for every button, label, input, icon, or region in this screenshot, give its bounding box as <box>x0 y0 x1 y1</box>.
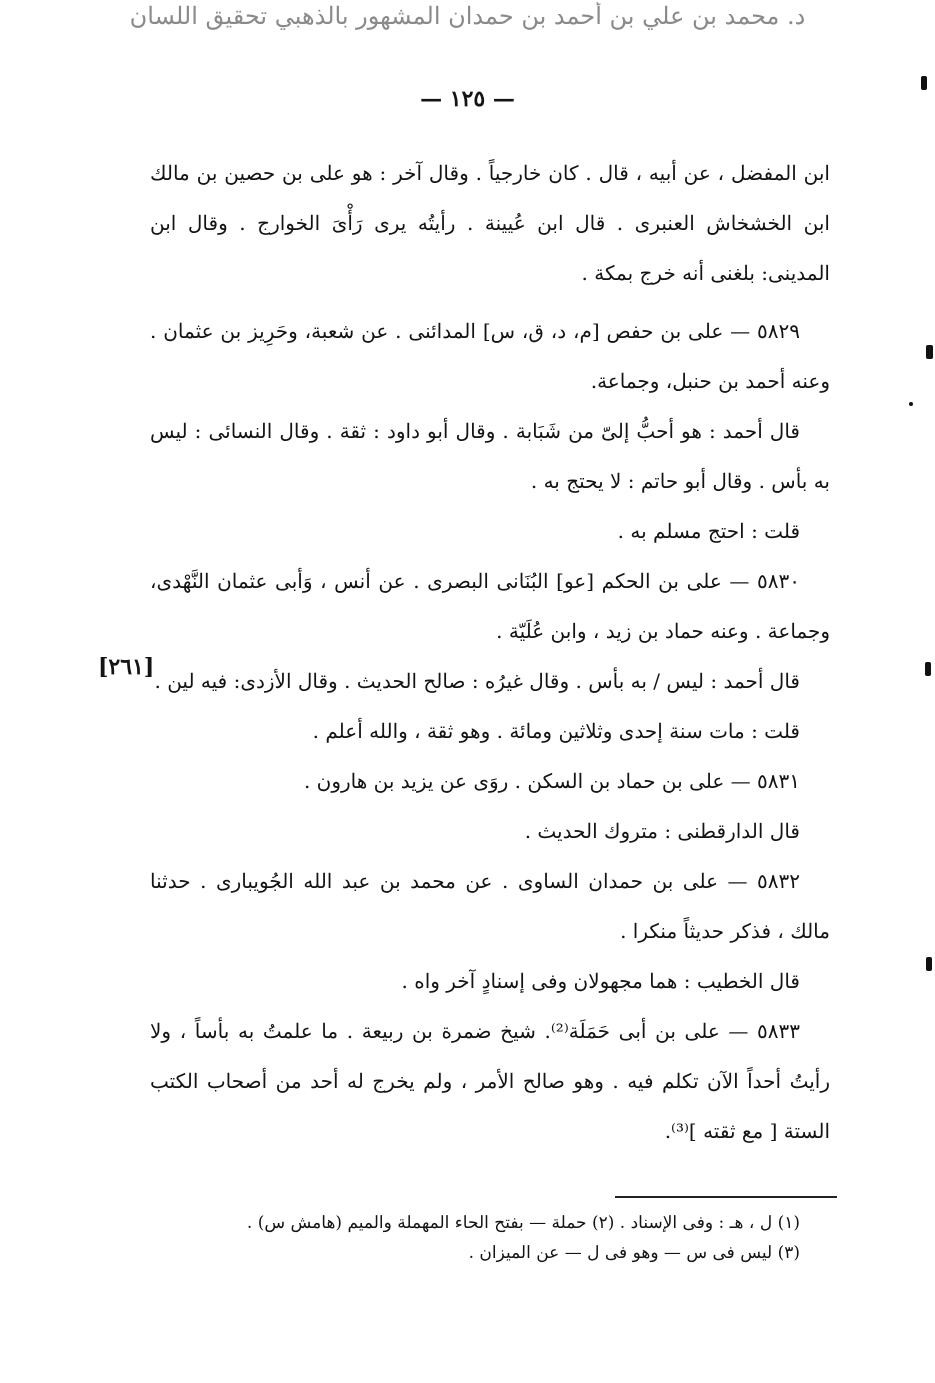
paragraph: قلت : احتج مسلم به . <box>617 519 800 543</box>
footnote: (١) ل ، هـ : وفى الإسناد . (٢) حملة — بفتح الحاء المهملة والميم (هامش س) . <box>246 1213 800 1233</box>
paragraph: قال أحمد : ليس / به بأس . وقال غيرُه : صالح الحديث . وقال الأزدى: فيه لين . <box>154 669 800 693</box>
page-number: — ١٢٥ — <box>420 86 515 112</box>
paragraph: قلت : مات سنة إحدى وثلاثين ومائة . وهو ثقة ، والله أعلم . <box>312 719 800 743</box>
entry-paragraph: ٥٨٣١ — على بن حماد بن السكن . روَى عن يزيد بن هارون . <box>303 769 800 793</box>
paragraph: ابن المفضل ، عن أبيه ، قال . كان خارجياً . وقال آخر : هو على بن حصين بن مالك ابن الخشخاش العنبرى . قال ابن عُيينة . رأيتُه يرى رَأْىَ الخوارج . وقال ابن المدينى: بلغنى أنه خرج بمكة . <box>150 161 830 285</box>
paragraph: قال أحمد : هو أحبُّ إلىّ من شَبَابة . وقال أبو داود : ثقة . وقال النسائى : ليس به بأس . وقال أبو حاتم : لا يحتج به . <box>150 419 830 493</box>
entry-paragraph: ٥٨٣٢ — على بن حمدان الساوى . عن محمد بن عبد الله الجُويبارى . حدثنا مالك ، فذكر حديثاً منكرا . <box>150 869 830 943</box>
main-text <box>150 148 830 1156</box>
margin-mark <box>926 345 933 359</box>
margin-mark <box>921 76 927 90</box>
footnote-divider <box>615 1196 837 1198</box>
entry-paragraph: ٥٨٣٠ — على بن الحكم [عو] البُنَانى البصرى . عن أنس ، وَأبى عثمان النَّهْدى، وجماعة . وعنه حماد بن زيد ، وابن عُلَيّة . <box>150 569 830 643</box>
handwritten-top-note: د. محمد بن علي بن أحمد بن حمدان المشهور بالذهبي تحقيق اللسان <box>129 2 806 30</box>
margin-mark <box>909 402 913 406</box>
paragraph: قال الدارقطنى : متروك الحديث . <box>524 819 800 843</box>
footnotes <box>200 1208 800 1268</box>
manuscript-folio-reference: [٢٦١] <box>98 654 155 680</box>
paragraph: قال الخطيب : هما مجهولان وفى إسنادٍ آخر واه . <box>401 969 800 993</box>
entry-paragraph: ٥٨٣٣ — على بن أبى حَمَلَة⁽²⁾. شيخ ضمرة بن ربيعة . ما علمتُ به بأساً ، ولا رأيتُ أحداً الآن تكلم فيه . وهو صالح الأمر ، ولم يخرج له أحد من أصحاب الكتب الستة [ مع ثقته ]⁽³⁾. <box>150 1019 830 1143</box>
entry-paragraph: ٥٨٢٩ — على بن حفص [م، د، ق، س] المدائنى . عن شعبة، وحَرِيز بن عثمان . وعنه أحمد بن حنبل، وجماعة. <box>150 319 830 393</box>
footnote: (٣) ليس فى س — وهو فى ل — عن الميزان . <box>468 1243 800 1263</box>
margin-mark <box>925 662 931 676</box>
margin-mark <box>926 957 932 971</box>
